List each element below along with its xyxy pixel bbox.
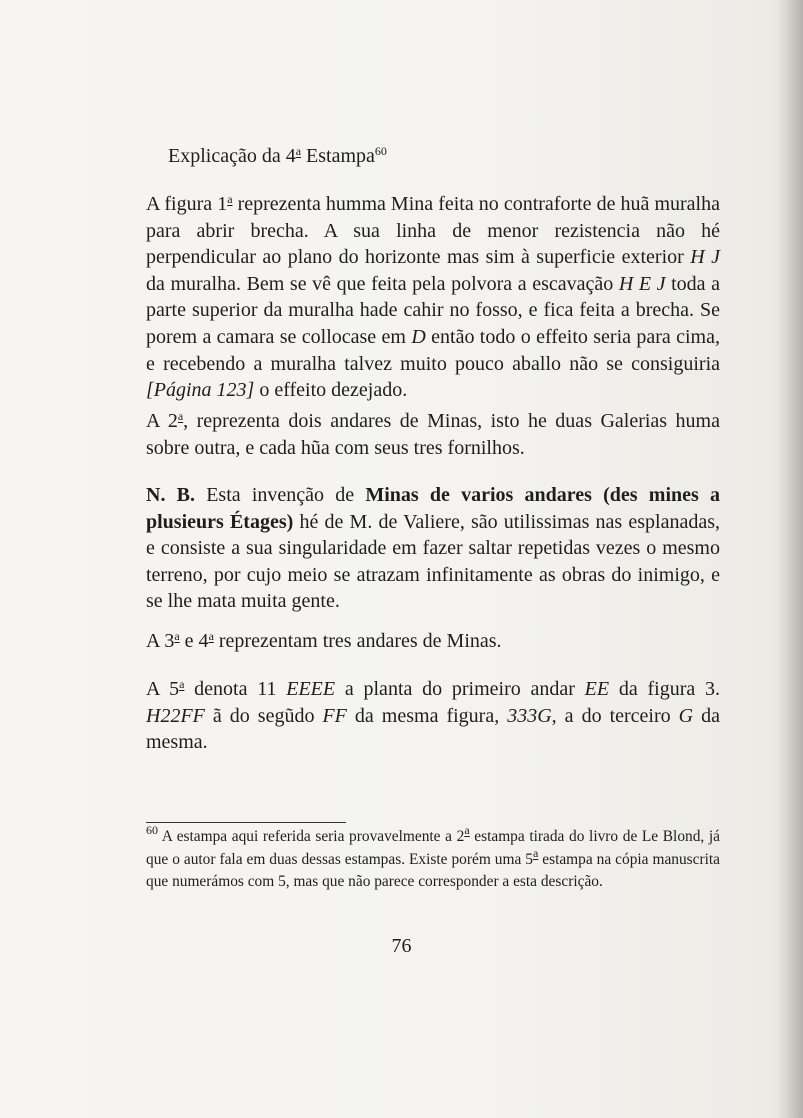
paragraph-nb: N. B. Esta invenção de Minas de varios andares (des mines a plusieurs Étages) hé de M. de Valiere, são utilissimas nas esplanadas, e consiste a sua singularidade em fazer saltar repetidas vezes o mesmo terreno, por cujo meio se atrazam infinitamente as obras do inimigo, e se lhe mata muita gente. bbox=[146, 484, 721, 613]
paragraph-4: A 3$^a$ e 4$^a$ reprezentam tres andares de Minas. bbox=[146, 629, 502, 652]
footnote-ref: 60 bbox=[374, 144, 387, 158]
page-edge-shadow bbox=[777, 0, 803, 1118]
paragraph-1: A figura 1$^a$ reprezenta humma Mina feita no contraforte de huã muralha para abrir brecha. A sua linha de menor rezistencia não hé perpendicular ao plano do horizonte mas sim à superficie exterior H J da muralha. Bem se vê que feita pela polvora a escavação H E J toda a parte superior da muralha hade cahir no fosso, e fica feita a brecha. Se porem a camara se collocase em D então todo o effeito seria para cima, e recebendo a muralha talvez muito pouco aballo não se consiguiria [Página 123] o effeito dezejado. bbox=[146, 192, 721, 402]
page-title: Explicação da 4$^a$ Estampa$^{60}$ bbox=[168, 144, 387, 167]
paragraph-2: A 2$^a$, reprezenta dois andares de Minas, isto he duas Galerias huma sobre outra, e cada hũa com seus tres fornilhos. bbox=[146, 409, 720, 459]
page-number: 76 bbox=[391, 935, 412, 957]
footnote-number: 60 bbox=[146, 823, 158, 837]
footnote: $^{60}$ A estampa aqui referida seria provavelmente a 2$^a$ estampa tirada do livro de Le Blond, já que o autor fala em duas dessas estampas. Existe porém uma 5$^a$ estampa na cópia manuscrita que numerámos com 5, mas que não parece corresponder a esta descrição. bbox=[146, 823, 720, 890]
footnote-divider bbox=[146, 822, 346, 823]
paragraph-5: A 5$^a$ denota 11 EEEE a planta do primeiro andar EE da figura 3. H22FF ã do segũdo FF da mesma figura, 333G, a do terceiro G da mesma. bbox=[146, 677, 720, 754]
page-reference: [Página 123] bbox=[146, 379, 255, 402]
